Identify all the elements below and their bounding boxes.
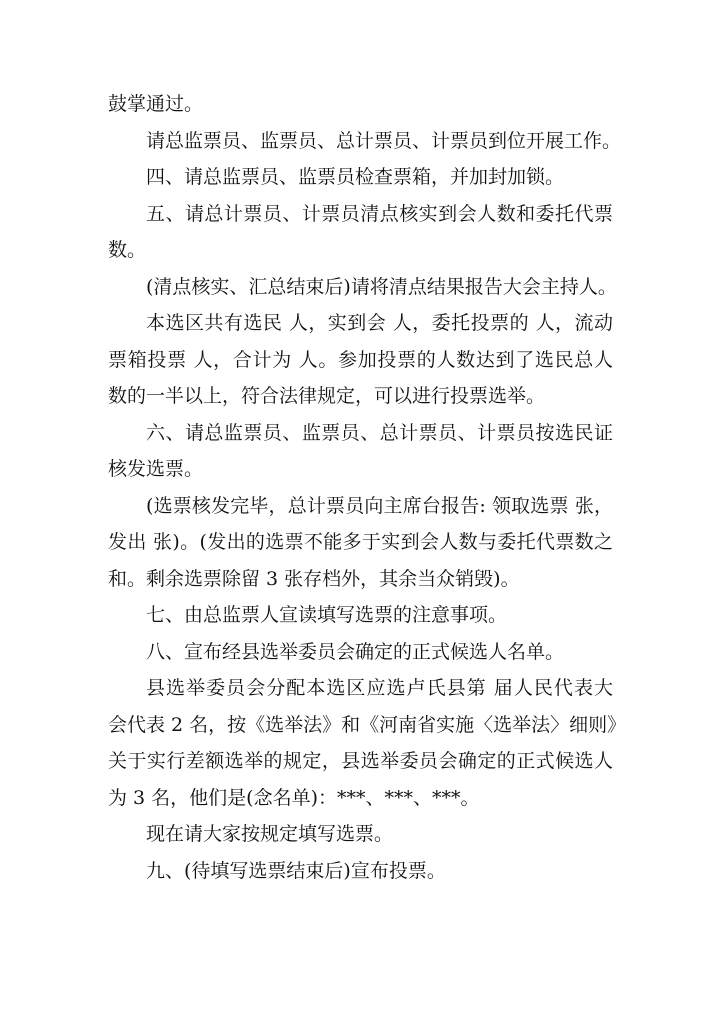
text-line: 数。 — [108, 239, 147, 261]
text-line: 鼓掌通过。 — [108, 93, 204, 115]
text-line: 现在请大家按规定填写选票。 — [146, 823, 394, 845]
text-line: 县选举委员会分配本选区应选卢氏县第 届人民代表大 — [146, 677, 613, 699]
document-body — [108, 86, 627, 889]
text-line: 发出 张)。(发出的选票不能多于实到会人数与委托代票数之 — [108, 531, 613, 553]
text-line: 四、请总监票员、监票员检查票箱，并加封加锁。 — [146, 166, 565, 188]
text-line: 七、由总监票人宣读填写选票的注意事项。 — [146, 604, 508, 626]
text-line: 和。剩余选票除留 3 张存档外，其余当众销毁)。 — [108, 567, 520, 590]
text-line: 会代表 2 名，按《选举法》和《河南省实施〈选举法〉细则》 — [108, 713, 627, 736]
text-line: 本选区共有选民 人，实到会 人，委托投票的 人，流动 — [146, 312, 613, 334]
text-line: 八、宣布经县选举委员会确定的正式候选人名单。 — [146, 640, 565, 663]
text-line: (选票核发完毕，总计票员向主席台报告: 领取选票 张， — [146, 494, 613, 517]
text-line: 九、(待填写选票结束后)宣布投票。 — [146, 859, 446, 882]
text-line: 请总监票员、监票员、总计票员、计票员到位开展工作。 — [146, 129, 622, 152]
text-line: 六、请总监票员、监票员、总计票员、计票员按选民证 — [146, 421, 613, 444]
text-line: 票箱投票 人，合计为 人。参加投票的人数达到了选民总人 — [108, 348, 613, 371]
text-line: 关于实行差额选举的规定，县选举委员会确定的正式候选人 — [108, 750, 613, 772]
text-line: 核发选票。 — [108, 458, 204, 480]
text-line: 为 3 名，他们是(念名单)：***、***、***。 — [108, 786, 480, 809]
text-line: 数的一半以上，符合法律规定，可以进行投票选举。 — [108, 385, 546, 407]
text-line: 五、请总计票员、计票员清点核实到会人数和委托代票 — [146, 202, 613, 225]
text-line: (清点核实、汇总结束后)请将清点结果报告大会主持人。 — [146, 275, 617, 298]
